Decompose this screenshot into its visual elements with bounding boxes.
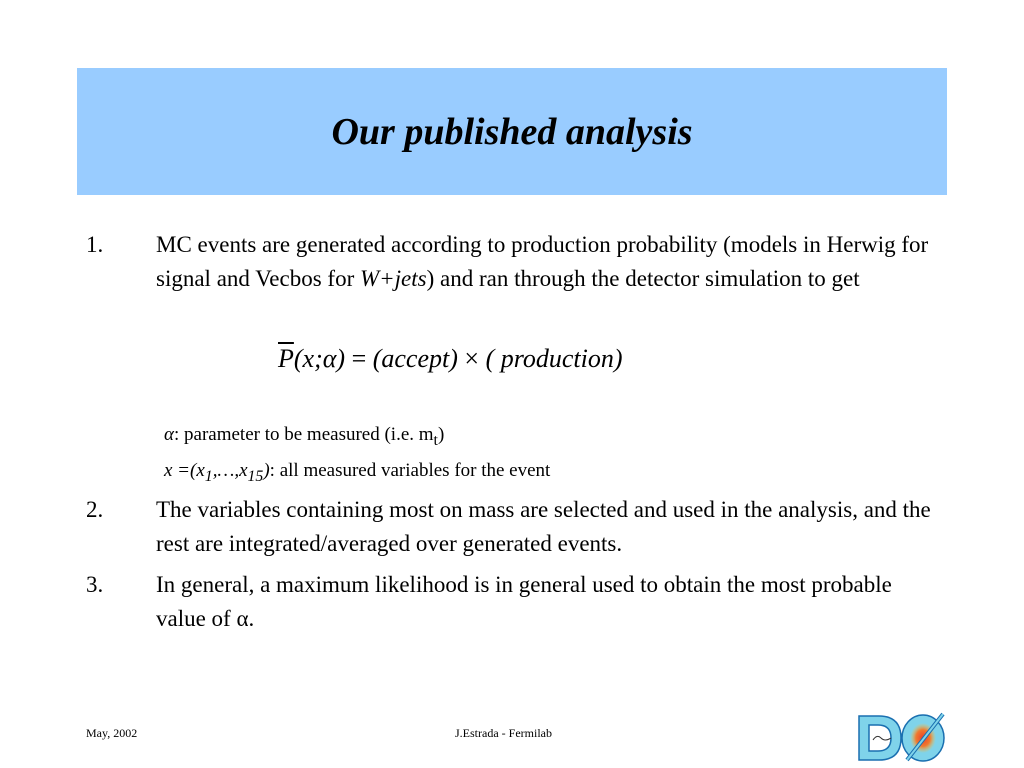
title-banner [77, 68, 947, 195]
list-number: 3. [86, 572, 104, 597]
x-mid: ,…,x [212, 460, 248, 481]
item-text-before: MC events are generated according to production probability (models in Herwig for signal and Vecbos for [156, 232, 929, 291]
alpha-definition [164, 422, 444, 454]
list-item-text [156, 228, 946, 296]
list-item-text: The variables containing most on mass are selected and used in the analysis, and the rest are integrated/averaged over generated events. [156, 497, 931, 556]
x-subscript-1: 1 [204, 467, 213, 485]
probability-formula [278, 344, 623, 374]
item-emphasis: W+jets [359, 266, 427, 291]
list-item-text: In general, a maximum likelihood is in general used to obtain the most probable value of α. [156, 572, 892, 631]
formula-accept: (accept) [372, 344, 458, 373]
formula-equals: = [345, 344, 373, 373]
alpha-text: : parameter to be measured (i.e. m [173, 424, 434, 445]
formula-production: ( production) [485, 344, 623, 373]
alpha-subscript: t [433, 431, 438, 449]
formula-times: × [457, 344, 486, 373]
footer-author: J.Estrada - Fermilab [455, 726, 552, 740]
footer-date: May, 2002 [86, 726, 138, 740]
item-text-after: ) and ran through the detector simulation to get [426, 266, 860, 291]
x-definition [164, 458, 550, 490]
x-text: : all measured variables for the event [269, 460, 551, 481]
list-number: 1. [86, 232, 104, 257]
formula-args: (x;α) [293, 344, 346, 373]
alpha-symbol: α [164, 424, 174, 445]
formula-p: $\overline{P}$ [278, 344, 294, 373]
slide-title: Our published analysis [331, 110, 693, 153]
alpha-close: ) [437, 424, 445, 445]
x-subscript-2: 15 [247, 467, 264, 485]
list-number: 2. [86, 497, 104, 522]
dzero-logo-icon [855, 710, 947, 766]
x-prefix: x =(x [164, 460, 205, 481]
x-close: ) [263, 460, 270, 481]
